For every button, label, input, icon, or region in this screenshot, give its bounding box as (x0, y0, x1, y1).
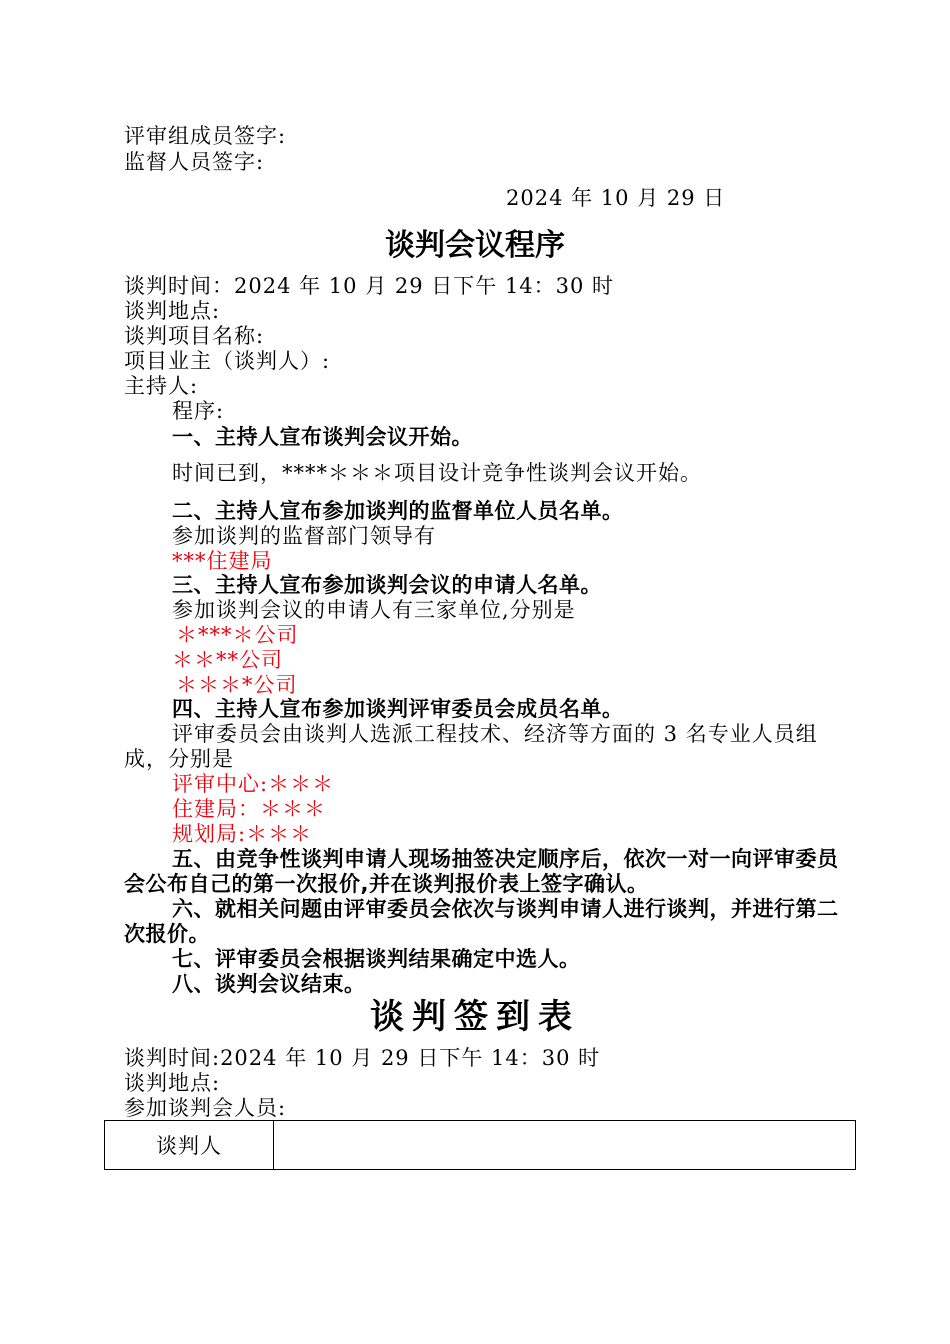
procedure-place: 谈判地点: (124, 299, 221, 323)
procedure-project-name: 谈判项目名称: (124, 324, 265, 348)
applicant-company-3: ＊＊＊*公司 (176, 673, 298, 697)
step-3-heading: 三、主持人宣布参加谈判会议的申请人名单。 (172, 573, 602, 597)
step-2-heading: 二、主持人宣布参加谈判的监督单位人员名单。 (172, 499, 624, 523)
negotiator-value-cell[interactable] (274, 1121, 856, 1170)
procedure-time: 谈判时间：2024 年 10 月 29 日下午 14：30 时 (124, 274, 615, 298)
committee-member-3: 规划局:＊＊＊ (172, 822, 313, 846)
signin-attendees: 参加谈判会人员: (124, 1096, 287, 1120)
supervisor-signature-label: 监督人员签字: (124, 150, 265, 174)
signin-time: 谈判时间:2024 年 10 月 29 日下午 14：30 时 (124, 1046, 601, 1070)
step-2-text: 参加谈判的监督部门领导有 (172, 524, 436, 548)
procedure-host: 主持人: (124, 374, 199, 398)
panel-signature-label: 评审组成员签字: (124, 124, 287, 148)
step-1-heading: 一、主持人宣布谈判会议开始。 (172, 425, 473, 449)
committee-member-1: 评审中心:＊＊＊ (172, 772, 335, 796)
applicant-company-1: ＊***＊公司 (176, 623, 299, 647)
step-1-text: 时间已到，****＊＊＊项目设计竞争性谈判会议开始。 (172, 461, 702, 485)
step-8-text: 八、谈判会议结束。 (172, 972, 366, 996)
step-4-heading: 四、主持人宣布参加谈判评审委员会成员名单。 (172, 697, 624, 721)
applicant-company-2: ＊＊**公司 (172, 648, 283, 672)
step-7-text: 七、评审委员会根据谈判结果确定中选人。 (172, 947, 581, 971)
program-label: 程序: (172, 399, 225, 423)
signature-date: 2024 年 10 月 29 日 (506, 186, 726, 210)
negotiator-label-cell: 谈判人 (105, 1121, 274, 1170)
procedure-owner: 项目业主（谈判人）: (124, 349, 331, 373)
signin-place: 谈判地点: (124, 1071, 221, 1095)
signin-title: 谈判签到表 (370, 997, 580, 1037)
procedure-title: 谈判会议程序 (385, 228, 565, 263)
table-row (105, 1121, 856, 1170)
step-4-text: 评审委员会由谈判人选派工程技术、经济等方面的 3 名专业人员组成，分别是 (124, 722, 818, 771)
step-5-text: 五、由竞争性谈判申请人现场抽签决定顺序后，依次一对一向评审委员会公布自己的第一次报价,并在谈判报价表上签字确认。 (124, 847, 839, 896)
step-3-text: 参加谈判会议的申请人有三家单位,分别是 (172, 598, 576, 622)
step-6-text: 六、就相关问题由评审委员会依次与谈判申请人进行谈判，并进行第二次报价。 (124, 897, 839, 946)
signin-table (104, 1120, 856, 1170)
committee-member-2: 住建局：＊＊＊ (172, 797, 326, 821)
supervisor-unit: ***住建局 (172, 549, 273, 573)
